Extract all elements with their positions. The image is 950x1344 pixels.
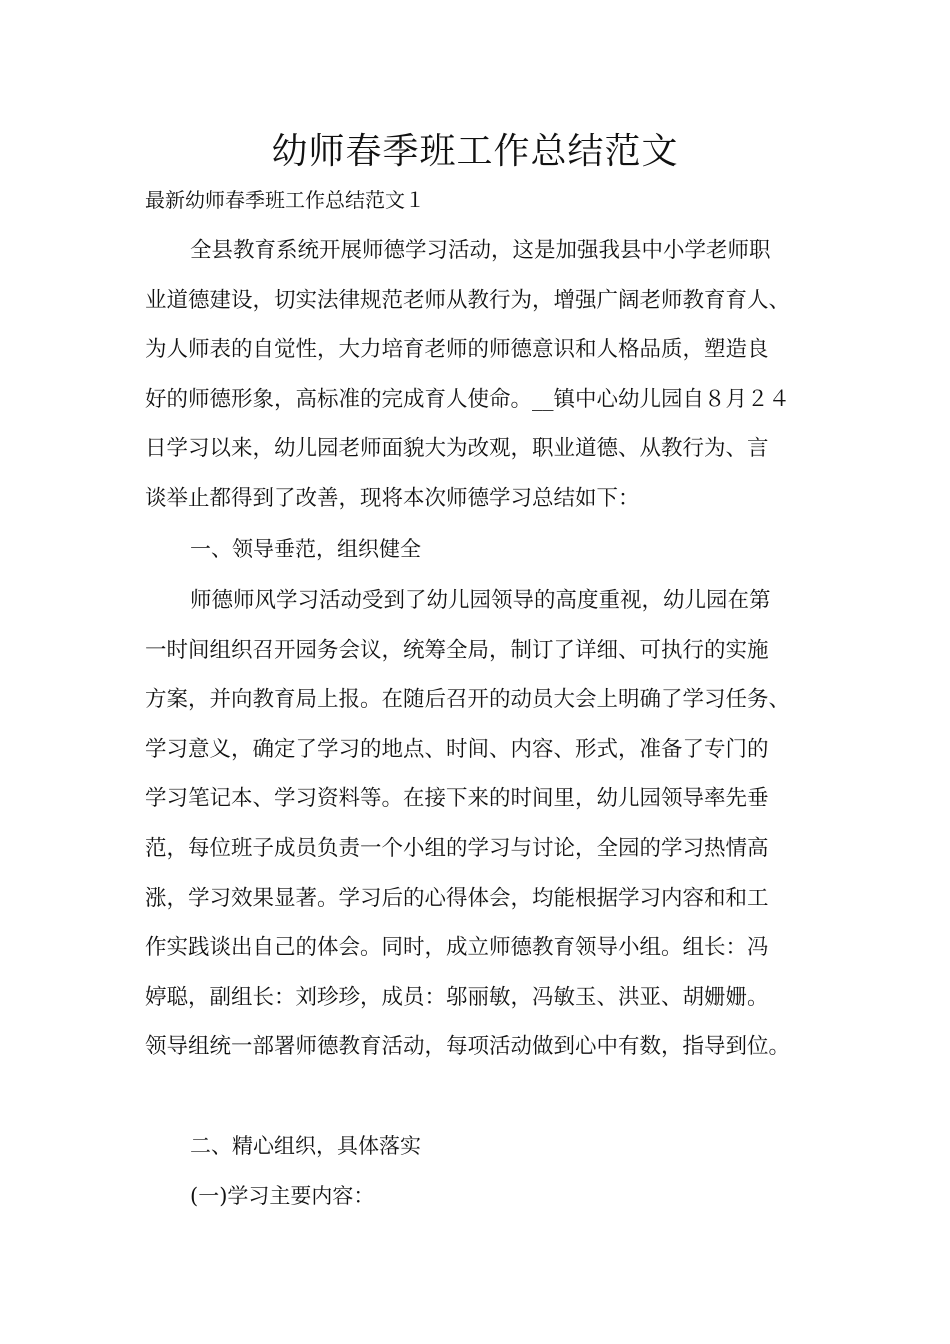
- paragraph-intro: [145, 226, 825, 524]
- paragraph-line: 学习笔记本、学习资料等。在接下来的时间里，幼儿园领导率先垂: [145, 786, 769, 812]
- paragraph-line: 业道德建设，切实法律规范老师从教行为，增强广阔老师教育育人、: [145, 287, 791, 313]
- paragraph-line: 好的师德形象，高标准的完成育人使命。__镇中心幼儿园自８月２４: [145, 386, 791, 412]
- paragraph-line: 涨，学习效果显著。学习后的心得体会，均能根据学习内容和和工: [145, 885, 769, 911]
- paragraph-line: 方案，并向教育局上报。在随后召开的动员大会上明确了学习任务、: [145, 687, 791, 713]
- paragraph-line: 婷聪，副组长：刘珍珍，成员：邬丽敏，冯敏玉、洪亚、胡姗姗。: [145, 984, 769, 1010]
- paragraph-line: 谈举止都得到了改善，现将本次师德学习总结如下：: [145, 485, 640, 511]
- subsection-heading: (一)学习主要内容：: [190, 1184, 375, 1208]
- paragraph-line: 为人师表的自觉性，大力培育老师的师德意识和人格品质，塑造良: [145, 337, 769, 363]
- paragraph-line: 全县教育系统开展师德学习活动，这是加强我县中小学老师职: [190, 238, 771, 263]
- paragraph-line: 师德师风学习活动受到了幼儿园领导的高度重视，幼儿园在第: [190, 588, 771, 613]
- section-heading-1: 一、领导垂范，组织健全: [190, 537, 421, 561]
- paragraph-line: 日学习以来，幼儿园老师面貌大为改观，职业道德、从教行为、言: [145, 436, 769, 462]
- paragraph-leadership: [145, 576, 825, 1072]
- paragraph-line: 学习意义，确定了学习的地点、时间、内容、形式，准备了专门的: [145, 736, 769, 762]
- section-heading-2: 二、精心组织，具体落实: [190, 1134, 421, 1158]
- paragraph-line: 作实践谈出自己的体会。同时，成立师德教育领导小组。组长：冯: [145, 935, 769, 961]
- paragraph-line: 范，每位班子成员负责一个小组的学习与讨论，全园的学习热情高: [145, 835, 769, 861]
- paragraph-line: 领导组统一部署师德教育活动，每项活动做到心中有数，指导到位。: [145, 1034, 791, 1060]
- document-subtitle: 最新幼师春季班工作总结范文１: [145, 188, 425, 212]
- paragraph-line: 一时间组织召开园务会议，统筹全局，制订了详细、可执行的实施: [145, 637, 769, 663]
- document-title: 幼师春季班工作总结范文: [271, 131, 679, 172]
